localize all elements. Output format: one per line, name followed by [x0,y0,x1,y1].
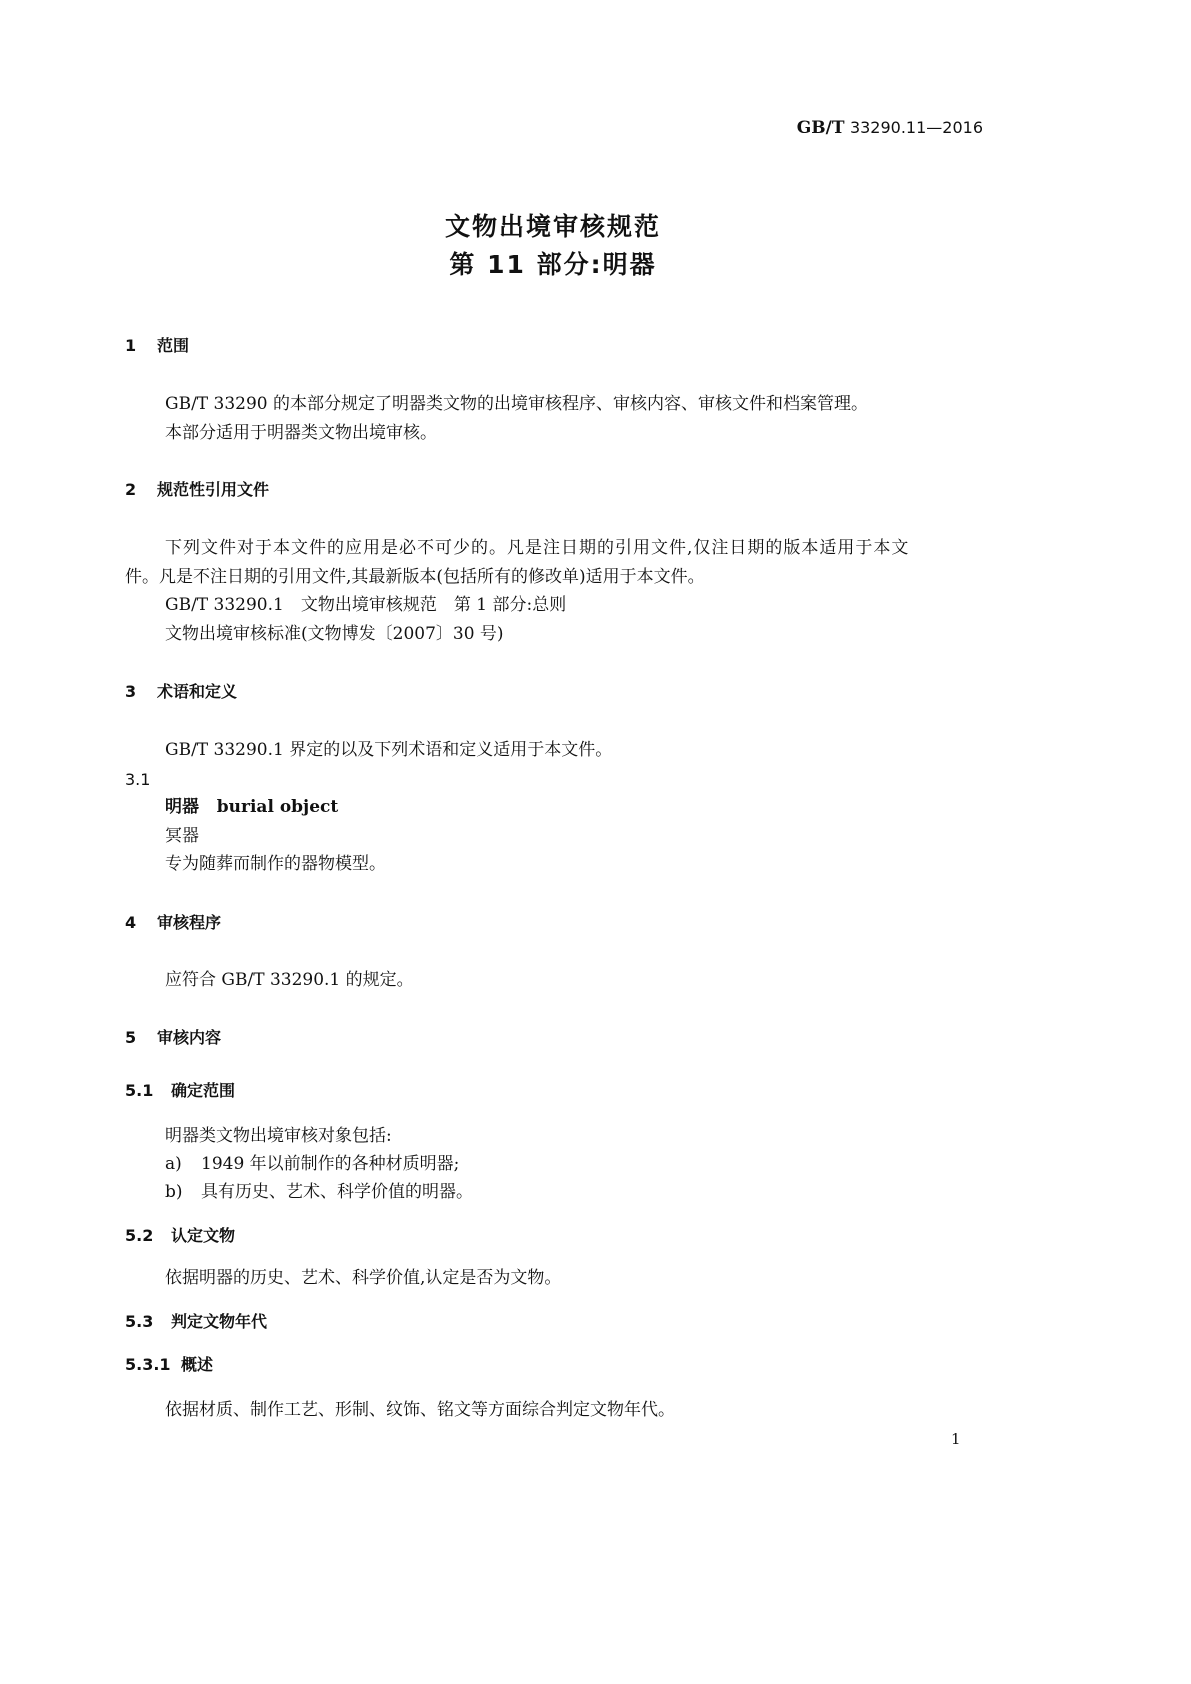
list-item: b) 具有历史、艺术、科学价值的明器。 [165,1182,473,1202]
paragraph: GB/T 33290.1 界定的以及下列术语和定义适用于本文件。 [165,740,613,760]
reference-item: 文物出境审核标准(文物博发〔2007〕30 号) [165,624,504,644]
section-heading-4: 4 审核程序 [125,913,222,932]
document-title: 文物出境审核规范 [444,212,661,241]
paragraph: 下列文件对于本文件的应用是必不可少的。凡是注日期的引用文件,仅注日期的版本适用于本文 [165,538,910,558]
document-subtitle: 第 11 部分:明器 [449,250,657,279]
section-heading-1: 1 范围 [125,336,190,355]
section-heading-3: 3 术语和定义 [125,682,238,701]
section-heading-5-2: 5.2 认定文物 [125,1226,236,1245]
code-prefix: GB/T [796,118,845,138]
paragraph: 本部分适用于明器类文物出境审核。 [165,423,437,443]
list-item: a) 1949 年以前制作的各种材质明器; [165,1154,460,1174]
paragraph: 依据明器的历史、艺术、科学价值,认定是否为文物。 [165,1268,562,1288]
term-definition: 专为随葬而制作的器物模型。 [165,854,386,874]
paragraph: 明器类文物出境审核对象包括: [165,1126,392,1146]
section-heading-5-3: 5.3 判定文物年代 [125,1312,268,1331]
term-number: 3.1 [125,770,151,789]
paragraph: 应符合 GB/T 33290.1 的规定。 [165,970,414,990]
page-number: 1 [951,1430,961,1448]
paragraph: 依据材质、制作工艺、形制、纹饰、铭文等方面综合判定文物年代。 [165,1400,675,1420]
reference-item: GB/T 33290.1 文物出境审核规范 第 1 部分:总则 [165,595,567,615]
section-heading-2: 2 规范性引用文件 [125,480,270,499]
section-heading-5: 5 审核内容 [125,1028,222,1047]
term: 明器 burial object [165,797,339,817]
paragraph: GB/T 33290 的本部分规定了明器类文物的出境审核程序、审核内容、审核文件和档案管理。 [165,394,869,414]
standard-code [797,120,983,137]
section-heading-5-1: 5.1 确定范围 [125,1081,236,1100]
section-heading-5-3-1: 5.3.1 概述 [125,1355,214,1374]
term-alt: 冥器 [165,826,199,846]
paragraph: 件。凡是不注日期的引用文件,其最新版本(包括所有的修改单)适用于本文件。 [125,567,705,587]
code-number: 33290.11—2016 [849,118,983,137]
